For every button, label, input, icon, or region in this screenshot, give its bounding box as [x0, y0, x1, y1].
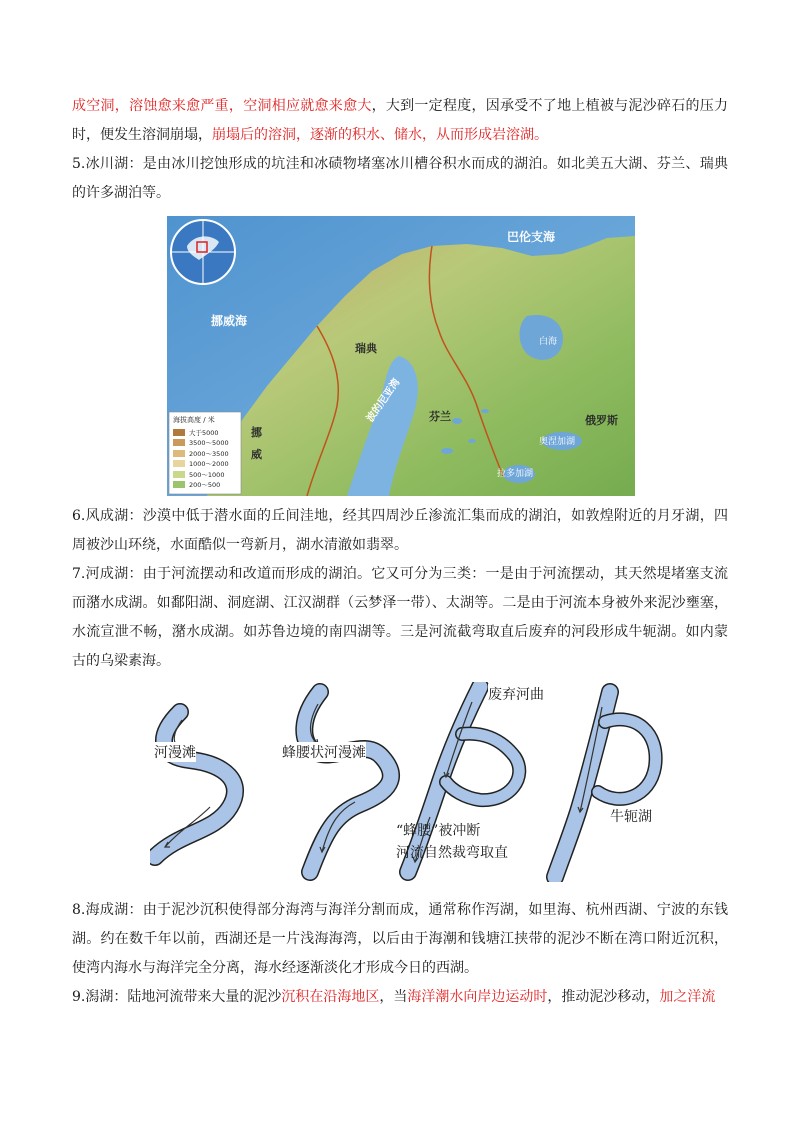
red-text: 成空洞，溶蚀愈来愈严重，空洞相应就愈来愈大	[72, 98, 372, 114]
legend-item	[173, 427, 229, 438]
oxbow-lake-diagram	[150, 682, 750, 882]
paragraph-lagoon	[72, 983, 728, 1012]
paragraph-aeolian-lake: 6.风成湖：沙漠中低于潜水面的丘间洼地，经其四周沙丘渗流汇集而成的湖泊，如敦煌附近的月牙湖，四周被沙山环绕，水面酷似一弯新月，湖水清澈如翡翠。	[72, 508, 728, 553]
body-text: ，推动泥沙移动，	[547, 989, 660, 1005]
paragraph-karst-lake	[72, 92, 728, 150]
legend-items	[173, 427, 229, 490]
legend-item	[173, 480, 229, 491]
document-page	[72, 92, 728, 1012]
map-label-sweden: 瑞典	[355, 342, 377, 355]
map-label-gulf-of-bothnia: 波的尼亚湾	[364, 377, 403, 425]
legend-label: 大于5000	[189, 428, 219, 437]
legend-swatch	[173, 460, 185, 467]
legend-swatch	[173, 481, 185, 488]
legend-swatch	[173, 450, 185, 457]
diagram-label-meander-neck: 蜂腰状河漫滩	[282, 742, 366, 762]
legend-item	[173, 459, 229, 470]
legend-swatch	[173, 471, 185, 478]
body-text: ，大到一定程度，因承受不了地上植被与泥沙碎石的压力时，便发生溶洞崩塌，	[72, 98, 729, 143]
red-text: 沉积在沿海地区	[281, 989, 380, 1005]
paragraph-fluvial-lake: 7.河成湖：由于河流摆动和改道而形成的湖泊。它又可分为三类：一是由于河流摆动，其天然堤堵塞支流而潴水成湖。如鄱阳湖、洞庭湖、江汉湖群（云梦泽一带）、太湖等。二是由于河流本身被外来泥沙壅塞，水流宣泄不畅，潴水成湖。如苏鲁边境的南四湖等。三是河流截弯取直后废弃的河段形成牛轭湖。如内蒙古的乌梁素海。	[72, 566, 728, 669]
paragraph-glacial-lake: 5.冰川湖：是由冰川挖蚀形成的坑洼和冰碛物堵塞冰川槽谷积水而成的湖泊。如北美五大湖、芬兰、瑞典的许多湖泊等。	[72, 156, 728, 201]
paragraph-marine-lake: 8.海成湖：由于泥沙沉积使得部分海湾与海洋分割而成，通常称作泻湖，如里海、杭州西湖、宁波的东钱湖。约在数千年以前，西湖还是一片浅海海湾，以后由于海潮和钱塘江挟带的泥沙不断在湾口附近沉积，使湾内海水与海洋完全分离，海水经逐渐淡化才形成今日的西湖。	[72, 902, 728, 976]
legend-swatch	[173, 429, 185, 436]
diagram-label-abandoned-meander: 废弃河曲	[488, 684, 544, 704]
legend-title: 海拔高度 / 米	[173, 416, 215, 424]
map-label-lake-ladoga: 拉多加湖	[497, 469, 534, 479]
map-label-lake-onega: 奥涅加湖	[539, 437, 576, 447]
map-label-russia: 俄罗斯	[585, 414, 618, 427]
legend-label: 2000～3500	[189, 449, 229, 458]
legend-label: 3500～5000	[189, 439, 229, 448]
map-label-norway: 挪威	[251, 426, 262, 461]
body-text: 9.潟湖：陆地河流带来大量的泥沙	[72, 989, 282, 1005]
map-label-barents-sea: 巴伦支海	[507, 230, 556, 244]
legend-label: 200～500	[189, 481, 221, 490]
diagram-label-oxbow-lake: 牛轭湖	[610, 806, 652, 826]
globe-inset-icon	[171, 220, 235, 284]
map-label-finland: 芬兰	[429, 410, 451, 423]
diagram-label-neck-cut: “蜂腰”被冲断	[396, 823, 481, 839]
scandinavia-map	[167, 216, 635, 496]
red-text: 海洋潮水向岸边运动时	[407, 989, 548, 1005]
red-text: 崩塌后的溶洞，逐渐的积水、储水，从而形成岩溶湖。	[212, 127, 548, 143]
map-label-norwegian-sea: 挪威海	[211, 314, 248, 328]
legend-label: 500～1000	[189, 470, 225, 479]
diagram-label-cutoff: 河流自然裁弯取直	[396, 845, 508, 861]
map-label-white-sea: 白海	[539, 337, 558, 347]
map-graphic	[167, 216, 635, 496]
body-text: ，当	[379, 989, 408, 1005]
legend-item	[173, 469, 229, 480]
legend-swatch	[173, 439, 185, 446]
legend-item	[173, 438, 229, 449]
red-text: 加之洋流	[659, 989, 716, 1005]
diagram-label-floodplain: 河漫滩	[154, 742, 196, 762]
legend-label: 1000～2000	[189, 460, 229, 469]
legend-item	[173, 448, 229, 459]
